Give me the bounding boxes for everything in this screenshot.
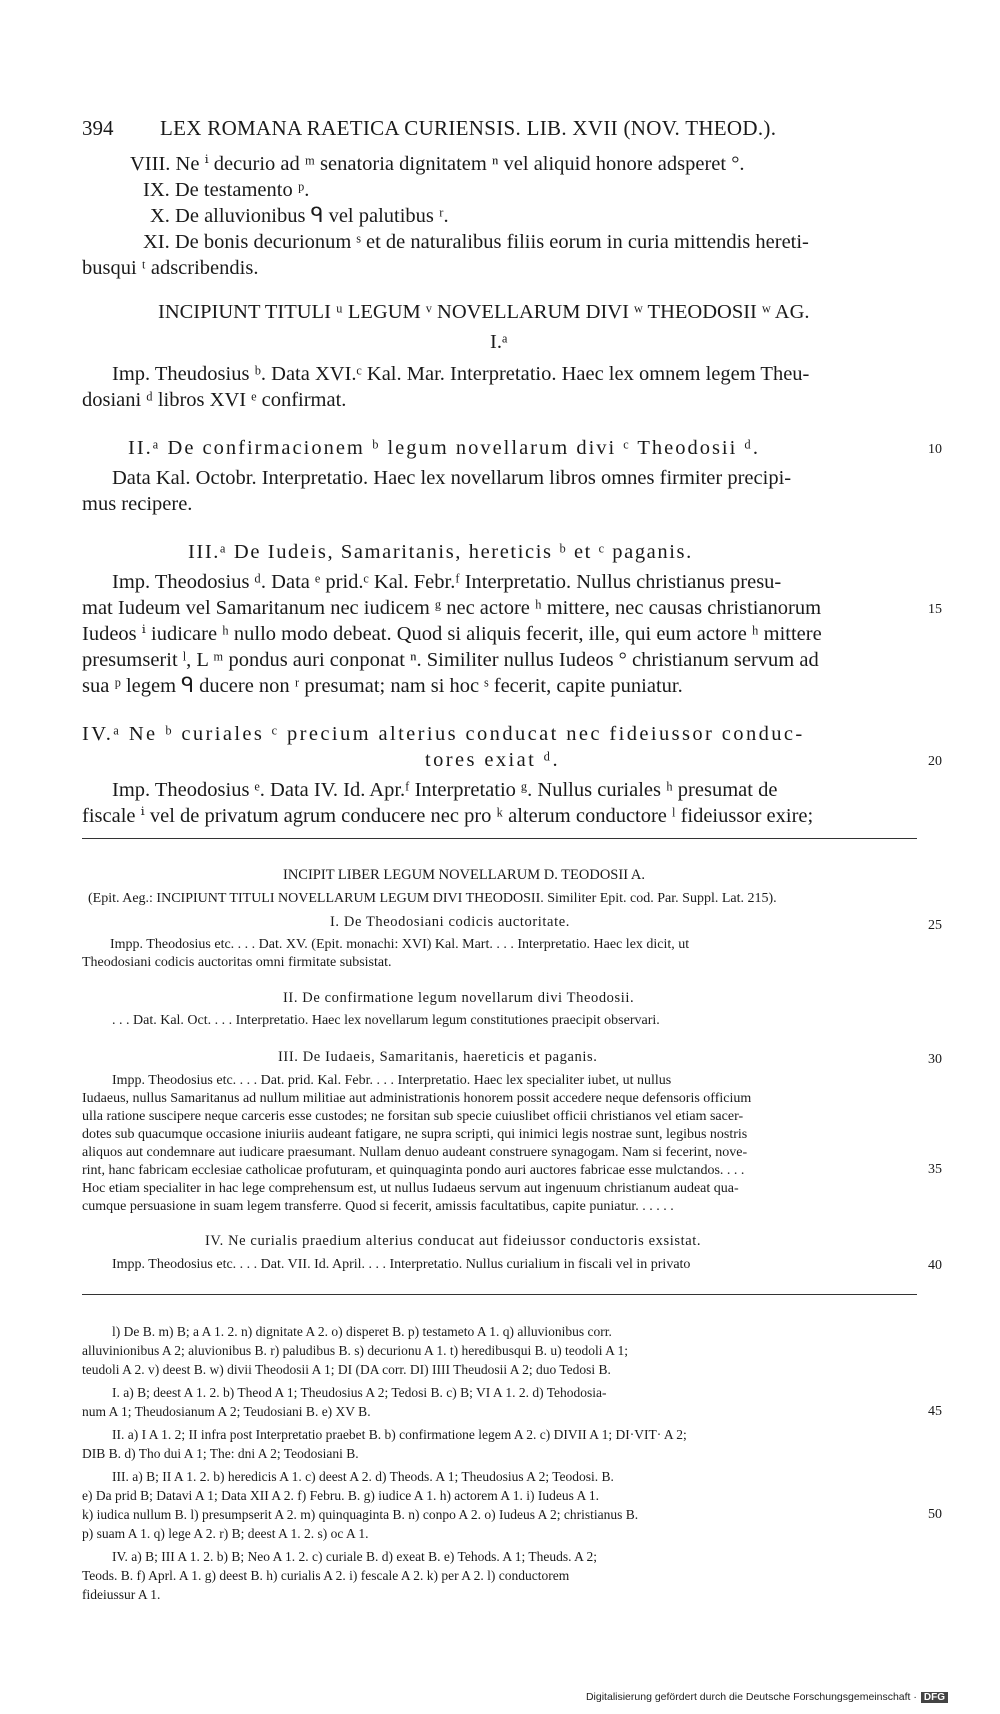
- section-3-line: sua ᵖ legem ᑫ ducere non ʳ presumat; nam si hoc ˢ fecerit, capite puniatur.: [82, 675, 683, 697]
- section-4-title: tores exiat ᵈ.: [425, 749, 561, 771]
- apparatus-line: rint, hanc fabricam ecclesiae catholicae profuturam, et quinquaginta pondo auri auctores fabricae esse mulctandos. . . .: [82, 1163, 745, 1178]
- section-1-number: I.ᵃ: [490, 331, 508, 353]
- section-3-title: III.ᵃ De Iudeis, Samaritanis, hereticis ᵇ et ᶜ paganis.: [188, 541, 693, 563]
- apparatus-title: II. De confirmatione legum novellarum divi Theodosii.: [283, 990, 635, 1006]
- footnote-line: k) iudica nullum B. l) presumpserit A 2. m) quinquaginta B. n) conpo A 2. o) Iudeus A 2; christianus B.: [82, 1507, 639, 1522]
- footnote-line: teudoli A 2. v) deest B. w) divii Theodosii A 1; DI (DA corr. DI) IIII Theudosii A 2; duo Tedosi B.: [82, 1362, 611, 1377]
- toc-line: VIII. Ne ⁱ decurio ad ᵐ senatoria dignitatem ⁿ vel aliquid honore adsperet °.: [130, 153, 745, 175]
- section-3-line: presumserit ˡ, L ᵐ pondus auri conponat ⁿ. Similiter nullus Iudeos ° christianum servum ad: [82, 649, 819, 671]
- footnote-line: Teods. B. f) Aprl. A 1. g) deest B. h) curialis A 2. i) fescale A 2. k) per A 2. l) conductorem: [82, 1568, 570, 1583]
- toc-line: IX. De testamento ᵖ.: [143, 179, 310, 201]
- apparatus-line: Impp. Theodosius etc. . . . Dat. prid. Kal. Febr. . . . Interpretatio. Haec lex specialiter iubet, ut nullus: [112, 1073, 672, 1088]
- apparatus-title: IV. Ne curialis praedium alterius conducat aut fideiussor conductoris exsistat.: [205, 1233, 702, 1249]
- toc-line: busqui ᵗ adscribendis.: [82, 257, 259, 279]
- divider: [82, 1294, 917, 1295]
- apparatus-line: dotes sub quacumque occasione iniuriis audeant fatigare, ne supra scripti, qui inimici legis nostrae sunt, legibus nostris: [82, 1127, 748, 1142]
- section-2-line: Data Kal. Octobr. Interpretatio. Haec lex novellarum libros omnes firmiter precipi-: [112, 467, 792, 489]
- section-1-line: Imp. Theudosius ᵇ. Data XVI.ᶜ Kal. Mar. Interpretatio. Haec lex omnem legem Theu-: [112, 363, 810, 385]
- divider: [82, 838, 917, 839]
- section-2-title: II.ᵃ De confirmacionem ᵇ legum novellarum divi ᶜ Theodosii ᵈ.: [128, 437, 760, 459]
- line-number: 10: [928, 442, 942, 457]
- line-number: 20: [928, 754, 942, 769]
- apparatus-line: Iudaeus, nullus Samaritanus ad nullum militiae aut administrationis honorem possit accedere neque defensoris officium: [82, 1091, 752, 1106]
- apparatus-line: Impp. Theodosius etc. . . . Dat. XV. (Epit. monachi: XVI) Kal. Mart. . . . Interpretatio. Haec lex dicit, ut: [110, 937, 690, 952]
- apparatus-line: ulla ratione suscipere neque carceris esse custodes; ne forsitan sub specie cuiuslibet officii christianos vel etiam sacer-: [82, 1109, 744, 1124]
- apparatus-epit-line: (Epit. Aeg.: INCIPIUNT TITULI NOVELLARUM LEGUM DIVI THEODOSII. Similiter Epit. cod. Par. Suppl. Lat. 215).: [88, 891, 777, 906]
- section-4-line: fiscale ⁱ vel de privatum agrum conducere nec pro ᵏ alterum conductore ˡ fideiussor exire;: [82, 805, 814, 827]
- section-1-line: dosiani ᵈ libros XVI ᵉ confirmat.: [82, 389, 347, 411]
- line-number: 50: [928, 1507, 942, 1522]
- section-2-line: mus recipere.: [82, 493, 193, 515]
- section-3-line: mat Iudeum vel Samaritanum nec iudicem ᵍ nec actore ʰ mittere, nec causas christianorum: [82, 597, 822, 619]
- digitization-credit: [586, 1691, 948, 1703]
- page-number: 394: [82, 116, 114, 140]
- footnote-line: IV. a) B; III A 1. 2. b) B; Neo A 1. 2. c) curiale B. d) exeat B. e) Tehods. A 1; Theuds. A 2;: [112, 1549, 597, 1564]
- apparatus-line: Impp. Theodosius etc. . . . Dat. VII. Id. April. . . . Interpretatio. Nullus curialium in fiscali vel in privato: [112, 1257, 691, 1272]
- running-title: LEX ROMANA RAETICA CURIENSIS. LIB. XVII (NOV. THEOD.).: [160, 116, 777, 140]
- footnote-line: II. a) I A 1. 2; II infra post Interpretatio praebet B. b) confirmatione legem A 2. c) DIVII A 1; DI·VIT· A 2;: [112, 1427, 687, 1442]
- footnote-line: DIB B. d) Tho dui A 1; The: dni A 2; Teodosiani B.: [82, 1446, 359, 1461]
- toc-line: XI. De bonis decurionum ˢ et de naturalibus filiis eorum in curia mittendis hereti-: [143, 231, 809, 253]
- footnote-line: alluvinionibus A 2; aluvionibus B. r) paludibus B. s) decurionu A 1. t) heredibusqui B. u) teodoli A 1;: [82, 1343, 628, 1358]
- apparatus-line: Hoc etiam specialiter in hac lege comprehensum est, ut nullus Iudaeus servum aut ingenuum christianum audeat qua-: [82, 1181, 739, 1196]
- line-number: 45: [928, 1404, 942, 1419]
- line-number: 40: [928, 1258, 942, 1273]
- section-4-line: Imp. Theodosius ᵉ. Data IV. Id. Apr.ᶠ Interpretatio ᵍ. Nullus curiales ʰ presumat de: [112, 779, 778, 801]
- apparatus-title: I. De Theodosiani codicis auctoritate.: [330, 914, 570, 930]
- apparatus-line: . . . Dat. Kal. Oct. . . . Interpretatio. Haec lex novellarum legum constitutiones praecipit observari.: [112, 1013, 660, 1028]
- footnote-line: l) De B. m) B; a A 1. 2. n) dignitate A 2. o) disperet B. p) testameto A 1. q) alluvionibus corr.: [112, 1324, 612, 1339]
- footnote-line: p) suam A 1. q) lege A 2. r) B; deest A 1. 2. s) oc A 1.: [82, 1526, 369, 1541]
- section-3-line: Imp. Theodosius ᵈ. Data ᵉ prid.ᶜ Kal. Febr.ᶠ Interpretatio. Nullus christianus presu-: [112, 571, 782, 593]
- apparatus-line: cumque persuasione in suam legem transferre. Quod si fecerit, amissis facultatibus, capite puniatur. . . . . .: [82, 1199, 674, 1214]
- line-number: 15: [928, 602, 942, 617]
- section-4-title: IV.ᵃ Ne ᵇ curiales ᶜ precium alterius conducat nec fideiussor conduc-: [82, 723, 805, 745]
- line-number: 25: [928, 918, 942, 933]
- footnote-line: e) Da prid B; Datavi A 1; Data XII A 2. f) Febru. B. g) iudice A 1. h) actorem A 1. i) Iudeus A 1.: [82, 1488, 600, 1503]
- footnote-line: fideiussur A 1.: [82, 1587, 161, 1602]
- footnote-line: num A 1; Theudosianum A 2; Teudosiani B. e) XV B.: [82, 1404, 371, 1419]
- apparatus-line: aliquos aut condemnare aut iudicare praesumant. Nullam denuo audeant construere synagogam. Nam si fecerint, nove-: [82, 1145, 748, 1160]
- apparatus-title: III. De Iudaeis, Samaritanis, haereticis et paganis.: [278, 1049, 598, 1065]
- section-3-line: Iudeos ⁱ iudicare ʰ nullo modo debeat. Quod si aliquis fecerit, ille, qui eum actore ʰ mittere: [82, 623, 822, 645]
- toc-line: X. De alluvionibus ᑫ vel palutibus ʳ.: [150, 205, 449, 227]
- line-number: 30: [928, 1052, 942, 1067]
- footnote-line: I. a) B; deest A 1. 2. b) Theod A 1; Theudosius A 2; Tedosi B. c) B; VI A 1. 2. d) Tehodosia-: [112, 1385, 607, 1400]
- incipit-heading: INCIPIUNT TITULI ᵘ LEGUM ᵛ NOVELLARUM DIVI ʷ THEODOSII ʷ AG.: [158, 301, 810, 323]
- line-number: 35: [928, 1162, 942, 1177]
- footnote-line: III. a) B; II A 1. 2. b) heredicis A 1. c) deest A 2. d) Theods. A 1; Theudosius A 2; Teodosi. B.: [112, 1469, 614, 1484]
- apparatus-line: Theodosiani codicis auctoritas omni firmitate subsistat.: [82, 955, 392, 970]
- apparatus-heading: INCIPIT LIBER LEGUM NOVELLARUM D. TEODOSII A.: [283, 867, 645, 883]
- credit-text: Digitalisierung gefördert durch die Deutsche Forschungsgemeinschaft ·: [585, 1691, 917, 1703]
- dfg-logo: DFG: [921, 1692, 948, 1703]
